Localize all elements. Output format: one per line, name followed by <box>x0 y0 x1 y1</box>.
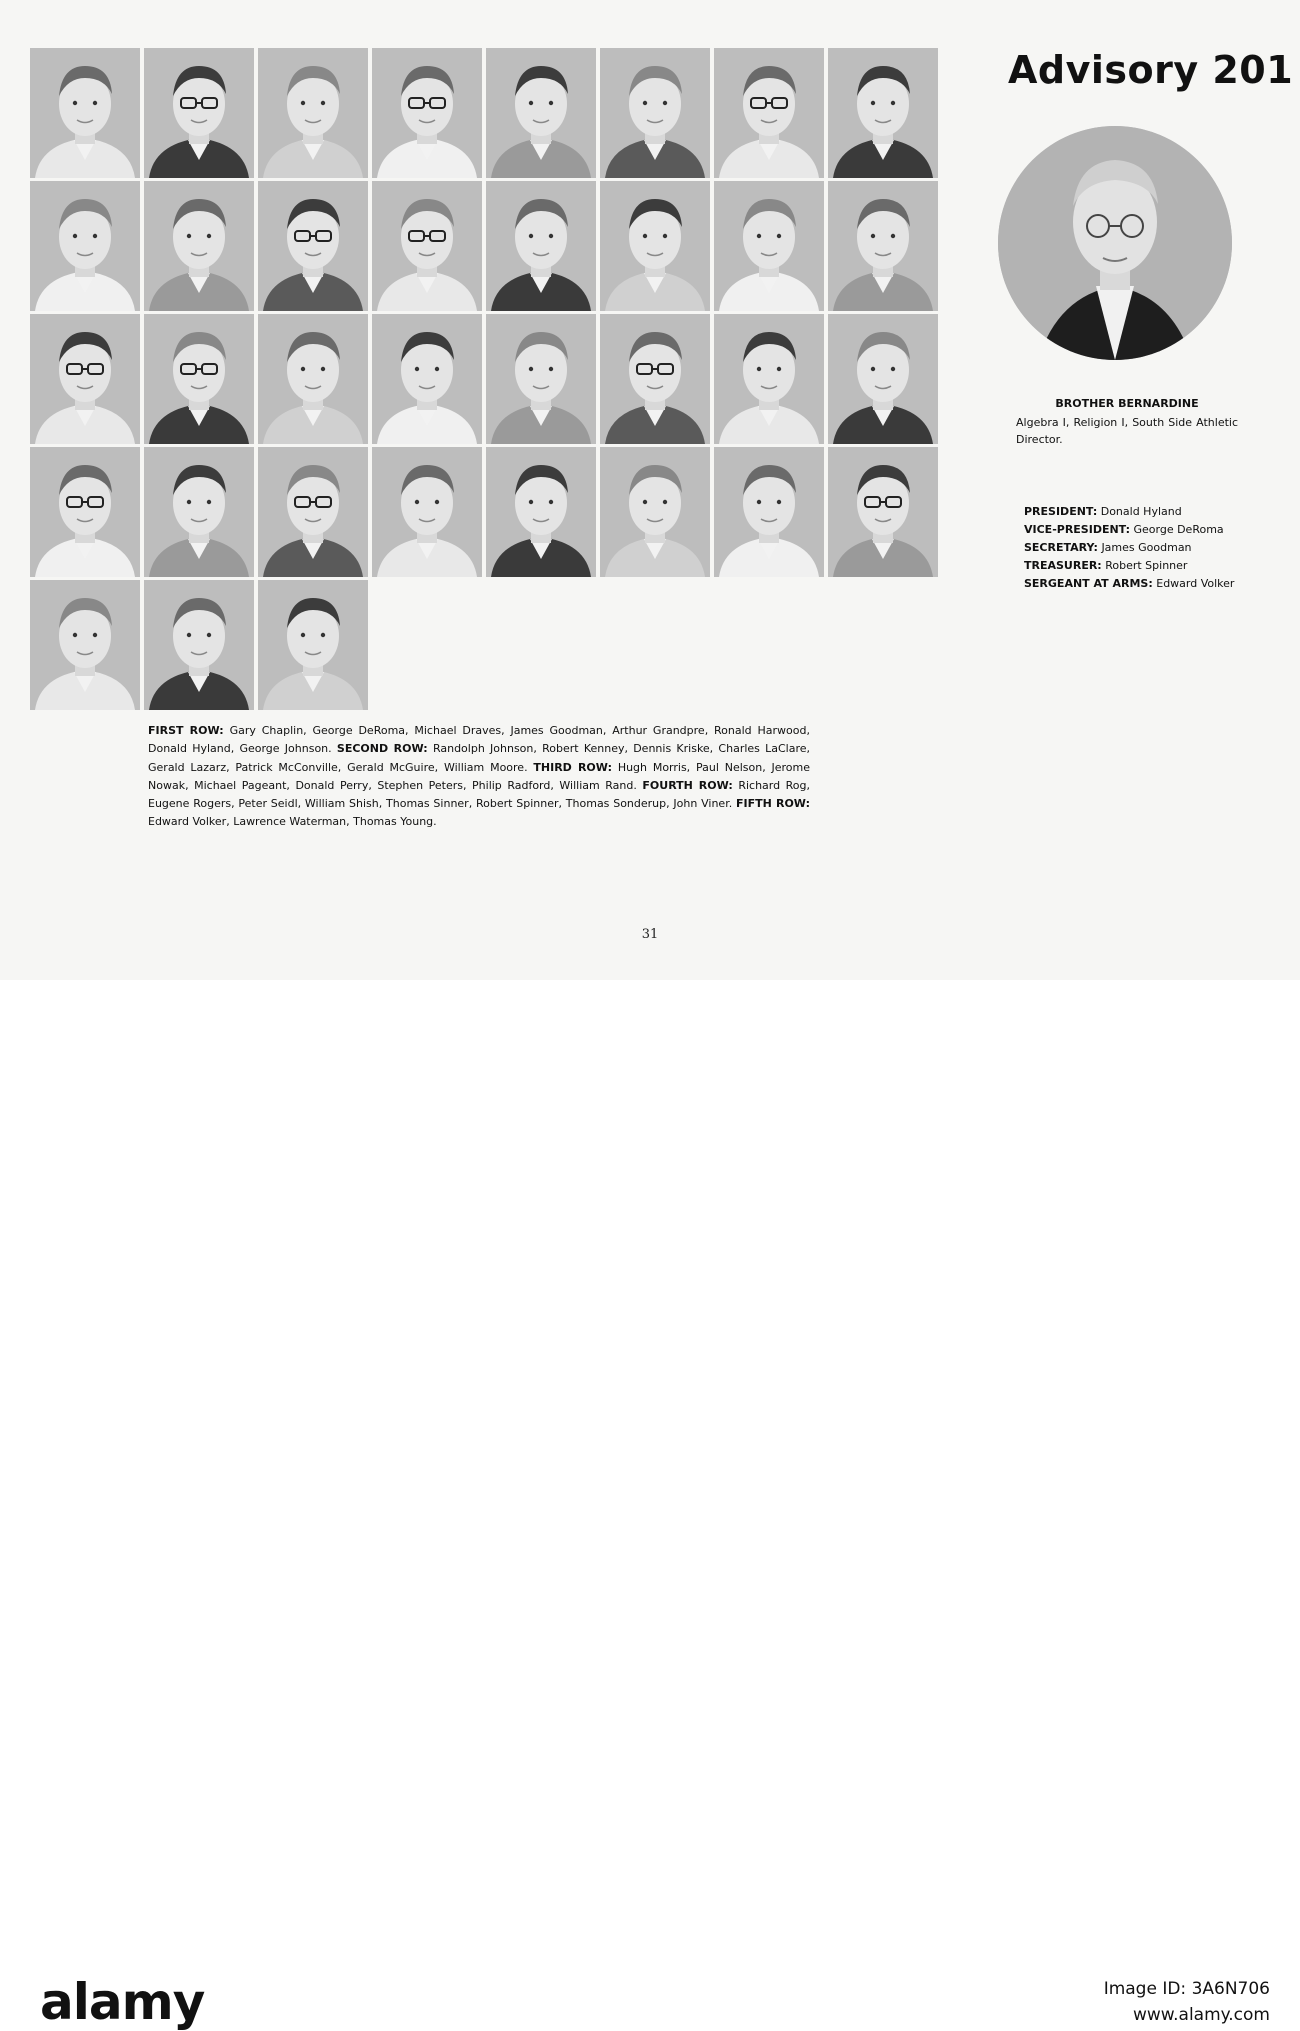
caption-row-label: THIRD ROW: <box>533 760 612 774</box>
student-photo <box>372 48 482 178</box>
student-photo <box>30 181 140 311</box>
officer-treasurer: TREASURER: Robert Spinner <box>1024 559 1188 572</box>
student-photo <box>144 181 254 311</box>
officer-sergeant-at-arms: SERGEANT AT ARMS: Edward Volker <box>1024 577 1235 590</box>
student-photo <box>30 580 140 710</box>
student-photo <box>828 447 938 577</box>
student-photo <box>828 181 938 311</box>
adviser-portrait <box>998 126 1232 360</box>
adviser-description: Algebra I, Religion I, South Side Athletic Director. <box>1016 416 1238 446</box>
adviser-name: BROTHER BERNARDINE <box>1055 397 1199 410</box>
page-title: Advisory 201 <box>1008 48 1294 92</box>
caption-row-names: Gary Chaplin, George DeRoma, Michael Draves, James Goodman, Arthur Grandpre, Ronald Harwood, Donald Hyland, George Johnson. <box>148 724 810 756</box>
student-photo <box>144 314 254 444</box>
caption-row-label: FIRST ROW: <box>148 724 224 737</box>
student-photo <box>486 48 596 178</box>
watermark-brand-logo: alamy <box>40 1973 205 2031</box>
caption-row-names: Hugh Morris, Paul Nelson, Jerome Nowak, Michael Pageant, Donald Perry, Stephen Peters, Philip Radford, William Rand. <box>148 760 811 792</box>
student-photo <box>714 447 824 577</box>
watermark-bar <box>0 980 1300 2031</box>
caption-row-label: FOURTH ROW: <box>642 778 733 792</box>
student-photo <box>600 48 710 178</box>
student-photo <box>486 447 596 577</box>
caption-row-label: FIFTH ROW: <box>736 797 810 811</box>
student-photo <box>30 48 140 178</box>
student-photo <box>828 48 938 178</box>
caption-row-names: Richard Rog, Eugene Rogers, Peter Seidl, William Shish, Thomas Sinner, Robert Spinner, Thomas Sonderup, John Viner. <box>148 778 810 811</box>
student-photo <box>30 314 140 444</box>
student-photo <box>600 181 710 311</box>
student-photo <box>258 181 368 311</box>
caption-row-label: SECOND ROW: <box>336 742 428 756</box>
watermark-image-info <box>1104 1976 1270 2028</box>
caption-row-names: Randolph Johnson, Robert Kenney, Dennis Kriske, Charles LaClare, Gerald Lazarz, Patrick McConville, Gerald McGuire, William Moore. <box>148 742 811 774</box>
student-photo <box>30 447 140 577</box>
student-photo <box>714 48 824 178</box>
student-photo-grid <box>30 48 940 708</box>
photo-caption <box>148 722 810 832</box>
student-photo <box>258 447 368 577</box>
student-photo <box>486 314 596 444</box>
officers-list <box>1024 503 1234 593</box>
student-photo <box>258 48 368 178</box>
watermark-site: www.alamy.com <box>1132 2005 1270 2025</box>
student-photo <box>372 447 482 577</box>
student-photo <box>144 580 254 710</box>
yearbook-page <box>0 0 1300 980</box>
student-photo <box>258 314 368 444</box>
student-photo <box>600 314 710 444</box>
caption-row-names: Edward Volker, Lawrence Waterman, Thomas Young. <box>148 815 437 829</box>
officer-vice-president: VICE-PRESIDENT: George DeRoma <box>1024 523 1224 536</box>
student-photo <box>714 181 824 311</box>
student-photo <box>714 314 824 444</box>
student-photo <box>372 181 482 311</box>
student-photo <box>258 580 368 710</box>
student-photo <box>372 314 482 444</box>
officer-secretary: SECRETARY: James Goodman <box>1024 541 1192 554</box>
student-photo <box>486 181 596 311</box>
watermark-image-id: Image ID: 3A6N706 <box>1103 1979 1270 1999</box>
student-photo <box>144 48 254 178</box>
page-number: 31 <box>641 927 659 942</box>
student-photo <box>600 447 710 577</box>
officer-president: PRESIDENT: Donald Hyland <box>1024 505 1182 518</box>
student-photo <box>828 314 938 444</box>
student-photo <box>144 447 254 577</box>
